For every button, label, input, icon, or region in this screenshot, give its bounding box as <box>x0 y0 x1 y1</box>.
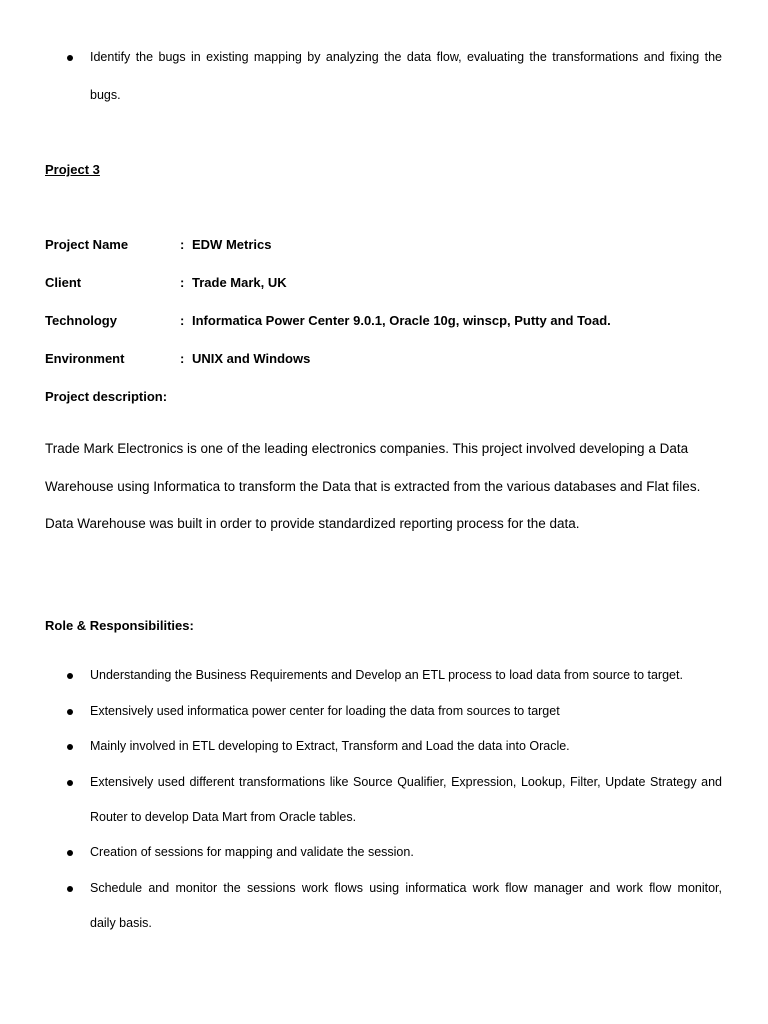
list-item-text: Mainly involved in ETL developing to Extract, Transform and Load the data into Oracle. <box>90 739 570 753</box>
field-colon: : <box>180 313 185 328</box>
intro-bullet-line-2: bugs. <box>90 88 121 102</box>
field-label-environment: Environment <box>45 351 125 366</box>
bullet-icon <box>67 780 73 786</box>
description-line-1: Trade Mark Electronics is one of the leading electronics companies. This project involved developing a Data <box>45 441 689 456</box>
roles-heading: Role & Responsibilities: <box>45 618 194 633</box>
field-label-technology: Technology <box>45 313 117 328</box>
field-value-project-name: EDW Metrics <box>192 237 272 252</box>
field-value-technology: Informatica Power Center 9.0.1, Oracle 10g, winscp, Putty and Toad. <box>192 313 611 328</box>
description-line-2: Warehouse using Informatica to transform the Data that is extracted from the various databases and Flat files. <box>45 479 701 494</box>
description-line-3: Data Warehouse was built in order to provide standardized reporting process for the data. <box>45 516 580 531</box>
project-heading: Project 3 <box>45 162 100 177</box>
field-colon: : <box>180 237 185 252</box>
list-item-text: Understanding the Business Requirements and Develop an ETL process to load data from source to target. <box>90 668 683 682</box>
list-item-text: Creation of sessions for mapping and validate the session. <box>90 845 414 859</box>
intro-bullet-line-1: Identify the bugs in existing mapping by analyzing the data flow, evaluating the transformations and fixing the <box>90 50 722 64</box>
field-value-client: Trade Mark, UK <box>192 275 287 290</box>
bullet-icon <box>67 886 73 892</box>
list-item-text-line-2: Router to develop Data Mart from Oracle tables. <box>90 810 357 824</box>
bullet-icon <box>67 673 73 679</box>
bullet-icon <box>67 744 73 750</box>
field-label-project-name: Project Name <box>45 237 129 252</box>
field-colon: : <box>180 275 185 290</box>
field-label-client: Client <box>45 275 82 290</box>
list-item-text: Extensively used informatica power center for loading the data from sources to target <box>90 704 560 718</box>
description-heading: Project description: <box>45 389 168 404</box>
bullet-icon <box>67 709 73 715</box>
bullet-icon <box>67 850 73 856</box>
list-item-text-line-1: Extensively used different transformations like Source Qualifier, Expression, Lookup, Filter, Update Strategy and <box>90 775 722 789</box>
field-value-environment: UNIX and Windows <box>192 351 311 366</box>
bullet-icon <box>67 55 73 61</box>
list-item-text-line-1: Schedule and monitor the sessions work flows using informatica work flow manager and work flow monitor, <box>90 881 722 895</box>
field-colon: : <box>180 351 185 366</box>
list-item-text-line-2: daily basis. <box>90 916 152 930</box>
